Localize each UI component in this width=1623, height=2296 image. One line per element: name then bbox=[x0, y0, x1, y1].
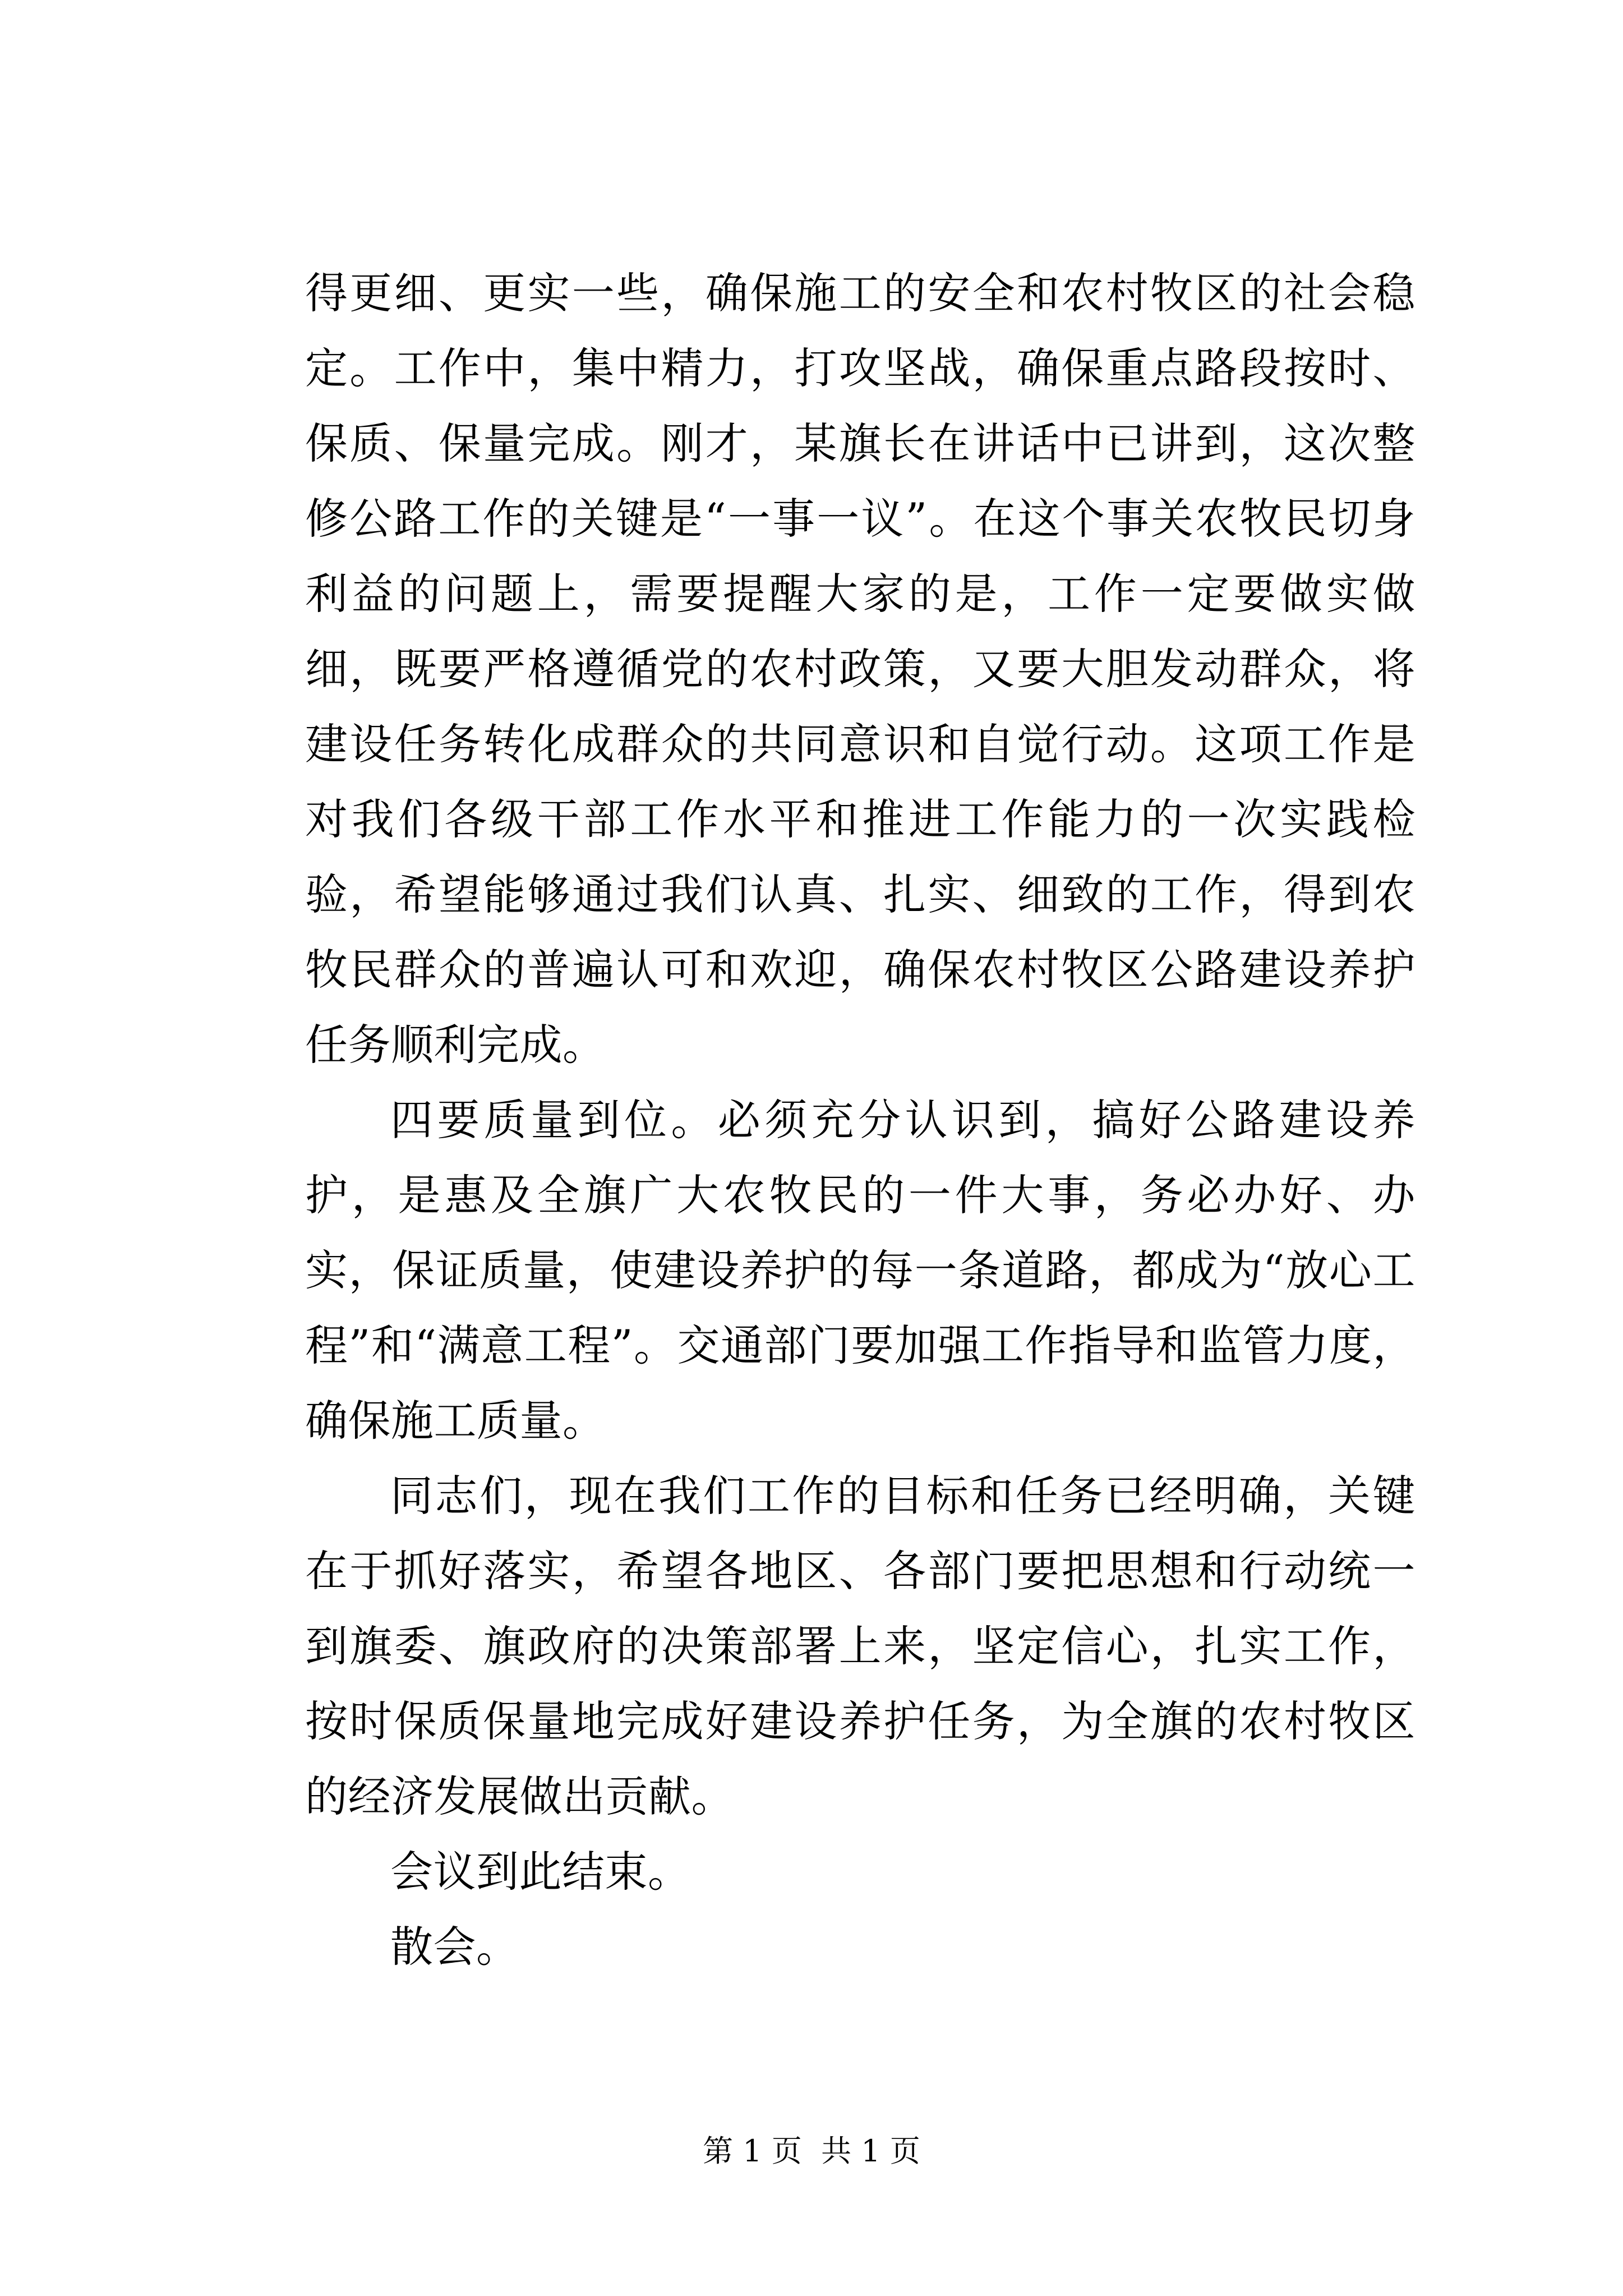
paragraph-quality: 四要质量到位。必须充分认识到，搞好公路建设养护，是惠及全旗广大农牧民的一件大事，务必办好、办实，保证质量，使建设养护的每一条道路，都成为“放心工程”和“满意工程”。交通部门要加强工作指导和监管力度，确保施工质量。 bbox=[305, 1095, 1415, 1446]
paragraph-meeting-end: 会议到此结束。 bbox=[390, 1847, 691, 1897]
paragraph-comrades: 同志们，现在我们工作的目标和任务已经明确，关键在于抓好落实，希望各地区、各部门要把思想和行动统一到旗委、旗政府的决策部署上来，坚定信心，扎实工作，按时保质保量地完成好建设养护任务，为全旗的农村牧区的经济发展做出贡献。 bbox=[305, 1471, 1415, 1821]
document-body bbox=[305, 256, 1415, 1985]
paragraph-adjourn: 散会。 bbox=[390, 1922, 519, 1972]
paragraph-continuation: 得更细、更实一些，确保施工的安全和农村牧区的社会稳定。工作中，集中精力，打攻坚战，确保重点路段按时、保质、保量完成。刚才，某旗长在讲话中已讲到，这次整修公路工作的关键是“一事一议”。在这个事关农牧民切身利益的问题上，需要提醒大家的是，工作一定要做实做细，既要严格遵循党的农村政策，又要大胆发动群众，将建设任务转化成群众的共同意识和自觉行动。这项工作是对我们各级干部工作水平和推进工作能力的一次实践检验，希望能够通过我们认真、扎实、细致的工作，得到农牧民群众的普遍认可和欢迎，确保农村牧区公路建设养护任务顺利完成。 bbox=[305, 268, 1415, 1070]
page-number-footer: 第 1 页 共 1 页 bbox=[703, 2133, 920, 2169]
